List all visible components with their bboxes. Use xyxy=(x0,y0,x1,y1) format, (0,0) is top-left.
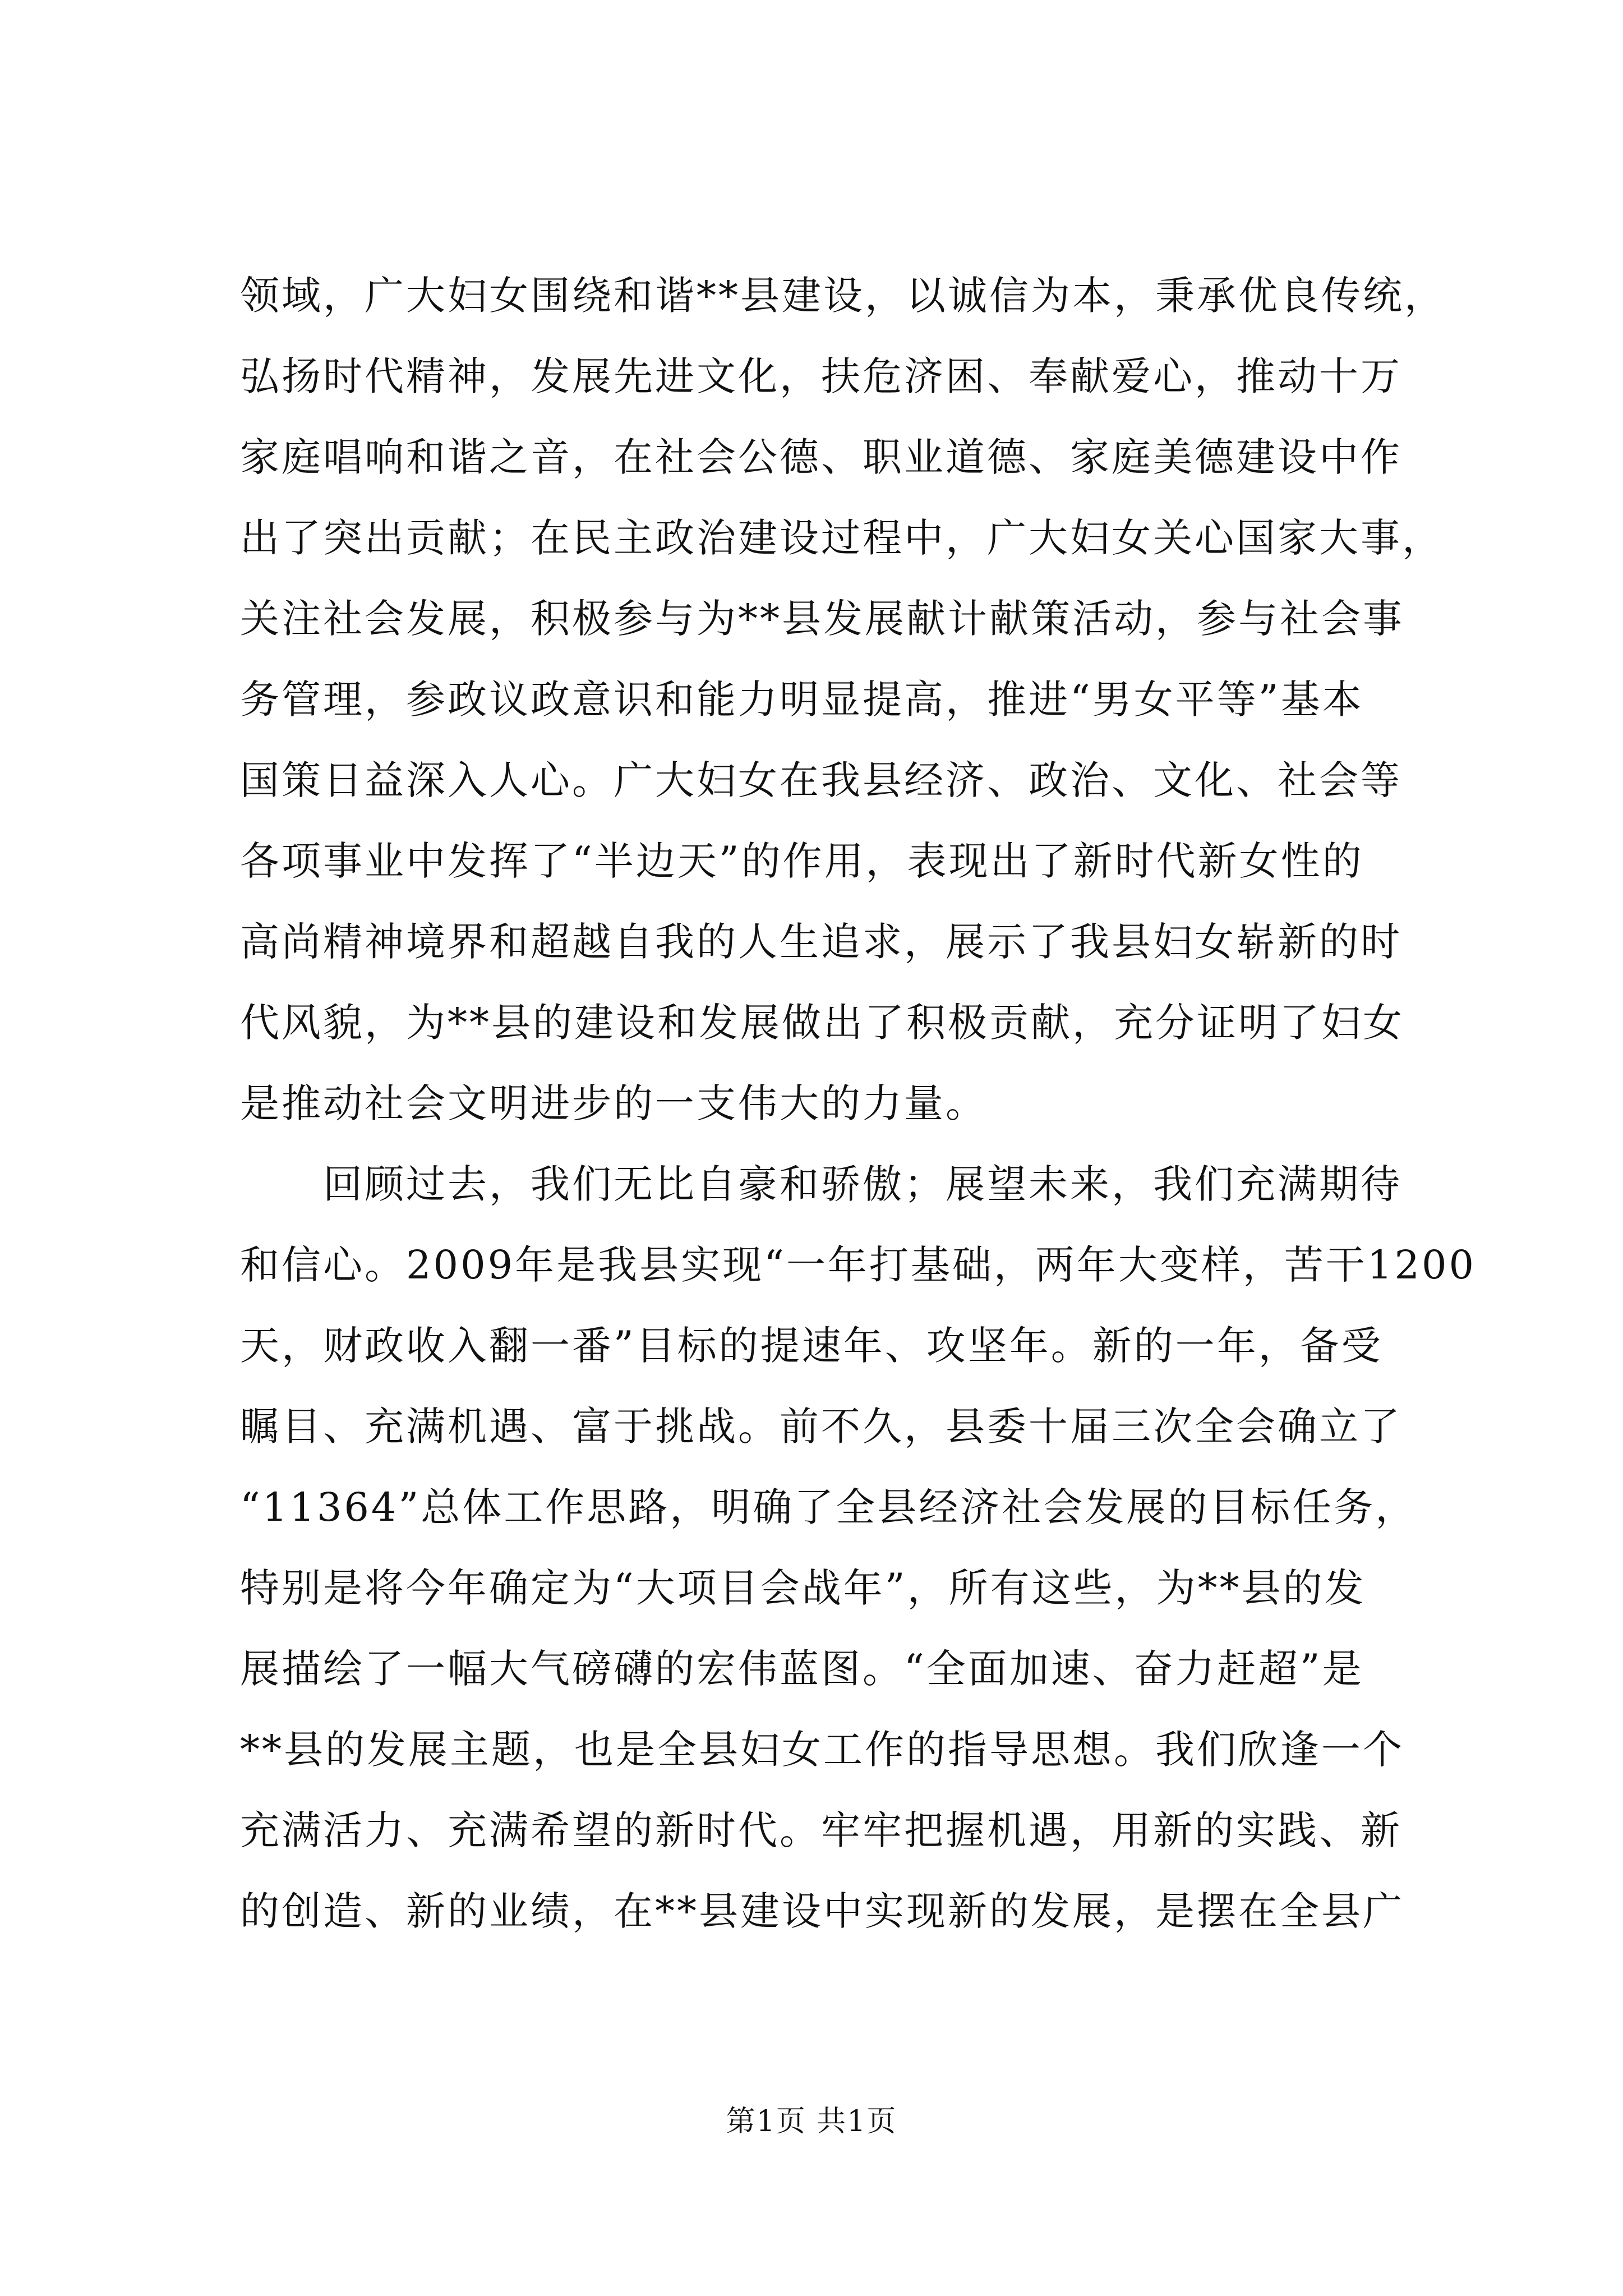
text-line: 领域，广大妇女围绕和谐**县建设，以诚信为本，秉承优良传统， xyxy=(240,273,1446,319)
text-line: 是推动社会文明进步的一支伟大的力量。 xyxy=(240,1080,987,1126)
text-line: 瞩目、充满机遇、富于挑战。前不久，县委十届三次全会确立了 xyxy=(240,1404,1402,1450)
text-line: 充满活力、充满希望的新时代。牢牢把握机遇，用新的实践、新 xyxy=(240,1807,1402,1853)
text-line: 国策日益深入人心。广大妇女在我县经济、政治、文化、社会等 xyxy=(240,757,1402,803)
text-line: **县的发展主题，也是全县妇女工作的指导思想。我们欣逢一个 xyxy=(240,1727,1404,1773)
page-number-label: 第1页 共1页 xyxy=(726,2105,897,2138)
text-line: 务管理，参政议政意识和能力明显提高，推进“男女平等”基本 xyxy=(240,677,1364,723)
text-line: 弘扬时代精神，发展先进文化，扶危济困、奉献爱心，推动十万 xyxy=(240,353,1402,399)
text-line: 高尚精神境界和超越自我的人生追求，展示了我县妇女崭新的时 xyxy=(240,919,1402,965)
text-line: 各项事业中发挥了“半边天”的作用，表现出了新时代新女性的 xyxy=(240,838,1364,884)
text-line: 代风貌，为**县的建设和发展做出了积极贡献，充分证明了妇女 xyxy=(240,1000,1404,1046)
text-line: 出了突出贡献；在民主政治建设过程中，广大妇女关心国家大事， xyxy=(240,515,1444,561)
text-line: “11364”总体工作思路，明确了全县经济社会发展的目标任务， xyxy=(240,1484,1417,1530)
page-footer xyxy=(0,2099,1623,2144)
text-line: 特别是将今年确定为“大项目会战年”，所有这些，为**县的发 xyxy=(240,1565,1366,1611)
text-line: 家庭唱响和谐之音，在社会公德、职业道德、家庭美德建设中作 xyxy=(240,434,1402,480)
paragraph-first-line: 回顾过去，我们无比自豪和骄傲；展望未来，我们充满期待 xyxy=(323,1161,1402,1207)
text-line: 天，财政收入翻一番”目标的提速年、攻坚年。新的一年，备受 xyxy=(240,1323,1383,1369)
body-text xyxy=(240,255,1477,1952)
text-line: 关注社会发展，积极参与为**县发展献计献策活动，参与社会事 xyxy=(240,596,1404,642)
text-line: 的创造、新的业绩，在**县建设中实现新的发展，是摆在全县广 xyxy=(240,1888,1404,1934)
text-line: 和信心。2009年是我县实现“一年打基础，两年大变样，苦干1200 xyxy=(240,1242,1477,1288)
text-line: 展描绘了一幅大气磅礴的宏伟蓝图。“全面加速、奋力赶超”是 xyxy=(240,1646,1364,1692)
